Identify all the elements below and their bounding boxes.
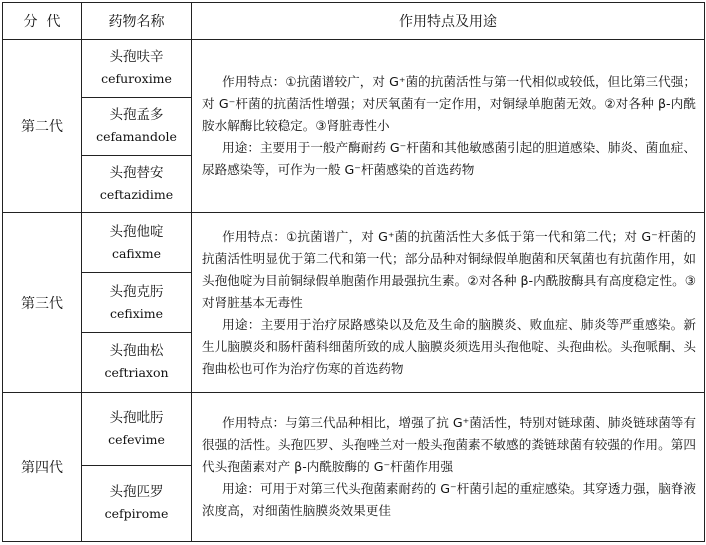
drug-name-en: cefuroxime	[101, 71, 172, 87]
drug-name-en: cefixime	[109, 305, 164, 321]
generation-cell: 第二代	[3, 40, 82, 213]
drug-cell	[82, 465, 192, 541]
uses-text: 用途：主要用于治疗尿路感染以及危及生命的脑膜炎、败血症、肺炎等严重感染。新生儿脑膜炎和肠杆菌科细菌所致的成人脑膜炎须选用头孢他啶、头孢曲松。头孢哌酮、头孢曲松也可作为治疗伤寒的首选药物	[202, 316, 696, 376]
drug-cell	[82, 97, 192, 155]
drug-name-cn: 头孢替安	[109, 164, 164, 181]
drug-cell	[82, 392, 192, 465]
drug-cell	[82, 40, 192, 98]
drug-name-cn: 头孢孟多	[109, 107, 164, 124]
table-row	[3, 40, 705, 98]
drug-cell	[82, 333, 192, 393]
features-text: 作用特点：与第三代品种相比，增强了抗 G⁺菌活性，特别对链球菌、肺炎链球菌等有很强的活性。头孢匹罗、头孢唑兰对一般头孢菌素不敏感的粪链球菌有较强的作用。第四代头孢菌素对产 β-内酰胺酶的 G⁻杆菌作用强	[202, 414, 696, 474]
drug-name-cn: 头孢克肟	[109, 283, 164, 300]
header-row	[3, 3, 705, 40]
drug-name-en: ceftriaxon	[104, 365, 169, 381]
drug-cell	[82, 213, 192, 273]
uses-text: 用途：主要用于一般产酶耐药 G⁻杆菌和其他敏感菌引起的胆道感染、肺炎、菌血症、尿路感染等，可作为一般 G⁻杆菌感染的首选药物	[202, 140, 696, 178]
features-cell	[192, 40, 705, 213]
features-text: 作用特点：①抗菌谱广，对 G⁺菌的抗菌活性大多低于第一代和第二代；对 G⁻杆菌的抗菌活性明显优于第二代和第一代；部分品种对铜绿假单胞菌和厌氧菌也有抗菌作用，如头孢他啶为目前铜绿假单胞菌作用最强抗生素。②对各种 β-内酰胺酶具有高度稳定性。③对肾脏基本无毒性	[202, 228, 696, 310]
generation-cell: 第三代	[3, 213, 82, 392]
table-row	[3, 392, 705, 465]
drug-name-cn: 头孢曲松	[109, 343, 164, 360]
drug-name-en: ceftazidime	[99, 186, 174, 202]
drug-name-cn: 头孢匹罗	[109, 484, 164, 501]
features-cell	[192, 213, 705, 392]
uses-text: 用途：可用于对第三代头孢菌素耐药的 G⁻杆菌引起的重症感染。其穿透力强，脑脊液浓度高，对细菌性脑膜炎效果更佳	[202, 480, 696, 518]
cephalosporin-table	[2, 2, 705, 542]
drug-cell	[82, 155, 192, 213]
drug-cell	[82, 273, 192, 333]
table-row	[3, 213, 705, 273]
features-cell	[192, 392, 705, 541]
drug-name-en: cefamandole	[96, 129, 177, 145]
drug-name-cn: 头孢他啶	[109, 223, 164, 240]
features-text: 作用特点：①抗菌谱较广，对 G⁺菌的抗菌活性与第一代相似或较低，但比第三代强；对 G⁻杆菌的抗菌活性增强；对厌氧菌有一定作用，对铜绿单胞菌无效。②对各种 β-内酰胺水解酶比较稳定。③肾脏毒性小	[202, 74, 696, 134]
drug-name-cn: 头孢呋辛	[109, 49, 164, 66]
drug-name-cn: 头孢吡肟	[109, 409, 164, 426]
header-generation: 分 代	[3, 3, 82, 40]
drug-name-en: cafixme	[111, 245, 162, 261]
header-drug-name: 药物名称	[82, 3, 192, 40]
header-features-uses: 作用特点及用途	[192, 3, 705, 40]
generation-cell: 第四代	[3, 392, 82, 541]
drug-name-en: cefpirome	[104, 506, 169, 522]
drug-name-en: cefevime	[108, 431, 165, 447]
